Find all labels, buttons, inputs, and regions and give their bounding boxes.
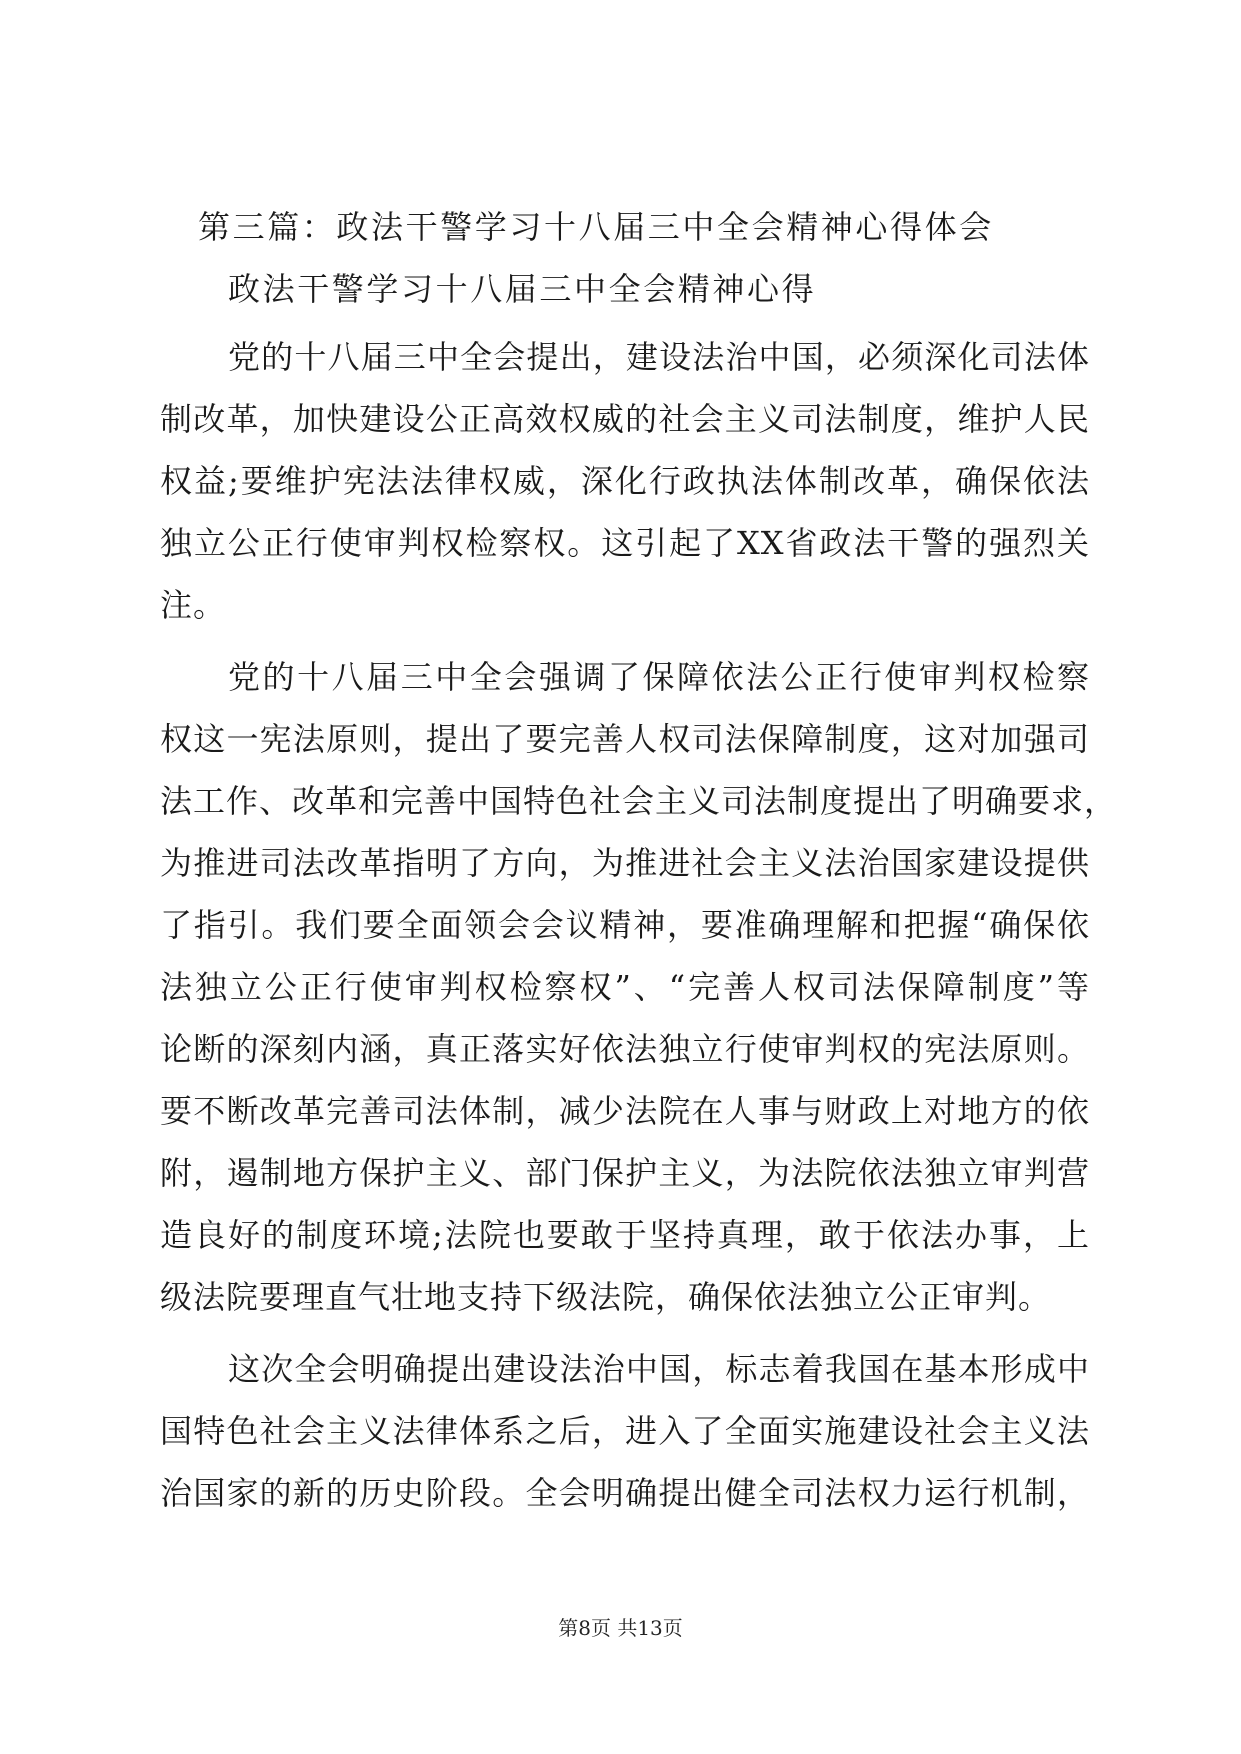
paragraph <box>160 326 1090 636</box>
paragraph-line: 论断的深刻内涵，真正落实好依法独立行使审判权的宪法原则。 <box>160 1030 1090 1068</box>
paragraph-line: 附，遏制地方保护主义、部门保护主义，为法院依法独立审判营 <box>160 1154 1090 1192</box>
document-subtitle: 政法干警学习十八届三中全会精神心得 <box>228 270 817 308</box>
paragraph-line: 造良好的制度环境;法院也要敢于坚持真理，敢于依法办事，上 <box>160 1216 1090 1254</box>
paragraph-line: 要不断改革完善司法体制，减少法院在人事与财政上对地方的依 <box>160 1092 1090 1130</box>
paragraph-line: 权这一宪法原则，提出了要完善人权司法保障制度，这对加强司 <box>160 720 1090 758</box>
paragraph-line: 国特色社会主义法律体系之后，进入了全面实施建设社会主义法 <box>160 1412 1090 1450</box>
paragraph-line: 权益;要维护宪法法律权威，深化行政执法体制改革，确保依法 <box>160 462 1090 500</box>
paragraph-line: 治国家的新的历史阶段。全会明确提出健全司法权力运行机制， <box>160 1474 1090 1512</box>
paragraph-line: 党的十八届三中全会提出，建设法治中国，必须深化司法体 <box>228 338 1090 376</box>
paragraph-line: 级法院要理直气壮地支持下级法院，确保依法独立公正审判。 <box>160 1278 1052 1316</box>
paragraph-line: 这次全会明确提出建设法治中国，标志着我国在基本形成中 <box>228 1350 1090 1388</box>
paragraph-line: 法工作、改革和完善中国特色社会主义司法制度提出了明确要求， <box>160 782 1118 820</box>
paragraph <box>160 646 1118 1328</box>
document-title: 第三篇：政法干警学习十八届三中全会精神心得体会 <box>198 208 994 246</box>
paragraph-line: 法独立公正行使审判权检察权”、“完善人权司法保障制度”等 <box>160 968 1090 1006</box>
paragraph <box>160 1338 1090 1524</box>
paragraph-line: 为推进司法改革指明了方向，为推进社会主义法治国家建设提供 <box>160 844 1090 882</box>
paragraph-line: 独立公正行使审判权检察权。这引起了XX省政法干警的强烈关 <box>160 524 1090 562</box>
page-number-footer: 第8页 共13页 <box>558 1616 683 1640</box>
document-body <box>160 200 1118 1534</box>
paragraph-line: 了指引。我们要全面领会会议精神，要准确理解和把握“确保依 <box>160 906 1090 944</box>
paragraph-line: 注。 <box>160 586 227 624</box>
paragraph-line: 制改革，加快建设公正高效权威的社会主义司法制度，维护人民 <box>160 400 1090 438</box>
paragraph-line: 党的十八届三中全会强调了保障依法公正行使审判权检察 <box>228 658 1090 696</box>
